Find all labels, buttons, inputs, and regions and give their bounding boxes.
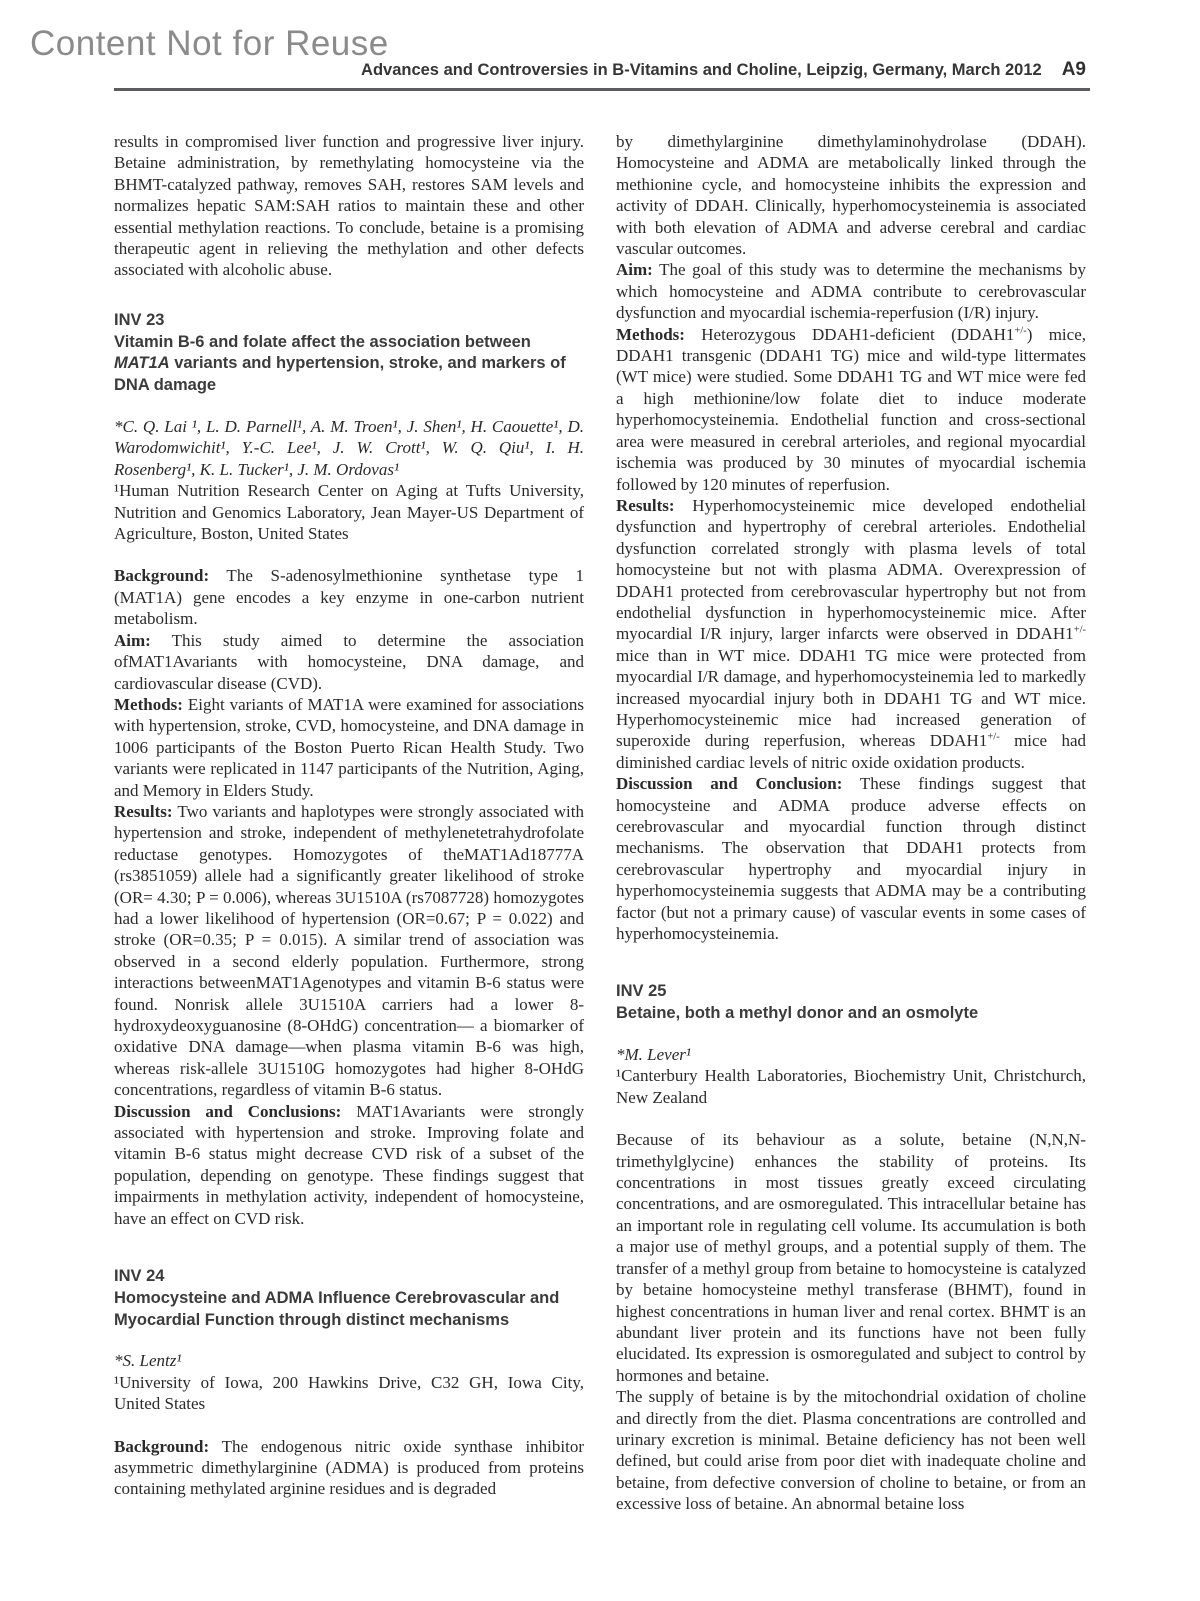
body-paragraph: The supply of betaine is by the mitochondrial oxidation of choline and directly from the diet. Plasma concentrations are controlled and urinary excretion is minimal. Betaine deficiency has not been well defined, but could arise from poor diet with inadequate choline and betaine, from defective conversion of choline to betaine, or from an excessive loss of betaine. An abnormal betaine loss — [616, 1387, 1086, 1514]
methods-paragraph: Methods: Eight variants of MAT1A were examined for associations with hypertension, stroke, CVD, homocysteine, and DNA damage in 1006 participants of the Boston Puerto Rican Health Study. Two variants were replicated in 1147 participants of the Nutrition, Aging, and Memory in Elders Study. — [114, 694, 584, 800]
discussion-paragraph: Discussion and Conclusions: MAT1Avariants were strongly associated with hypertension and stroke. Improving folate and vitamin B-6 status might decrease CVD risk of a subset of the population, depending on genotype. These findings suggest that impairments in methylation activity, independent of homocysteine, have an effect on CVD risk. — [114, 1101, 584, 1228]
continuation-paragraph: results in compromised liver function and progressive liver injury. Betaine administration, by remethylating homocysteine via the BHMT-catalyzed pathway, removes SAH, restores SAM levels and normalizes hepatic SAM:SAH ratios to maintain these and other essential methylation reactions. To conclude, betaine is a promising therapeutic agent in relieving the methylation and other defects associated with alcoholic abuse. — [114, 132, 584, 280]
title-text: Vitamin B-6 and folate affect the association between — [114, 332, 531, 351]
results-paragraph: Results: Two variants and haplotypes were strongly associated with hypertension and stroke, independent of methylenetetrahydrofolate reductase genotypes. Homozygotes of theMAT1Ad18777A (rs3851059) allele had a significantly greater likelihood of stroke (OR= 4.30; P = 0.006), whereas 3U1510A (rs7087728) homozygotes had a lower likelihood of hypertension (OR=0.67; P = 0.022) and stroke (OR=0.35; P = 0.015). A similar trend of association was observed in a second elderly population. Furthermore, strong interactions betweenMAT1Agenotypes and vitamin B-6 status were found. Nonrisk allele 3U1510A carriers had a lower 8-hydroxydeoxyguanosine (8-OHdG) concentration— a biomarker of oxidative DNA damage—when plasma vitamin B-6 was high, whereas risk-allele 3U1510G homozygotes had higher 8-OHdG concentrations, regardless of vitamin B-6 status. — [114, 801, 584, 1100]
abstract-id: INV 23 — [114, 310, 165, 329]
title-text: variants and hypertension, stroke, and markers of DNA damage — [114, 354, 566, 395]
section-label: Aim: — [616, 260, 653, 280]
results-paragraph: Results: Hyperhomocysteinemic mice developed endothelial dysfunction and hypertrophy of cerebral arterioles. Endothelial dysfunction correlated strongly with plasma levels of total homocysteine but not with plasma ADMA. Overexpression of DDAH1 protected from cerebrovascular hypertrophy but not from endothelial dysfunction in hyperhomocysteinemic mice. After myocardial I/R injury, larger infarcts were observed in DDAH1+/- mice than in WT mice. DDAH1 TG mice were protected from myocardial I/R damage, and hyperhomocysteinemia led to markedly increased myocardial injury both in DDAH1 TG and WT mice. Hyperhomocysteinemic mice had increased generation of superoxide during reperfusion, whereas DDAH1+/- mice had diminished cardiac levels of nitric oxide oxidation products. — [616, 495, 1086, 772]
genotype-superscript: +/- — [1073, 624, 1086, 636]
section-label: Background: — [114, 1436, 210, 1456]
authors-line: *C. Q. Lai ¹, L. D. Parnell¹, A. M. Troen¹, J. Shen¹, H. Caouette¹, D. Warodomwichit¹, Y.-C. Lee¹, J. W. Crott¹, W. Q. Qiu¹, I. H. Rosenberg¹, K. L. Tucker¹, J. M. Ordovas¹ — [114, 417, 584, 479]
abstract-body — [616, 1129, 1086, 1514]
aim-paragraph: Aim: This study aimed to determine the association ofMAT1Avariants with homocysteine, DNA damage, and cardiovascular disease (CVD). — [114, 630, 584, 693]
section-label: Results: — [114, 801, 173, 821]
abstract-inv24 — [114, 1266, 584, 1500]
continuation-paragraph: by dimethylarginine dimethylaminohydrolase (DDAH). Homocysteine and ADMA are metabolically linked through the methionine cycle, and homocysteine inhibits the expression and activity of DDAH. Clinically, hyperhomocysteinemia is associated with both elevation of ADMA and adverse cerebral and cardiac vascular outcomes. — [616, 132, 1086, 259]
section-label: Aim: — [114, 630, 151, 650]
abstract-inv25 — [616, 981, 1086, 1514]
authors-line: *S. Lentz¹ — [114, 1351, 182, 1371]
watermark: Content Not for Reuse — [30, 24, 389, 63]
authors-line: *M. Lever¹ — [616, 1045, 691, 1065]
abstract-title: Betaine, both a methyl donor and an osmolyte — [616, 1004, 979, 1023]
header-rule — [114, 88, 1090, 91]
abstract-inv23 — [114, 310, 584, 1229]
two-column-body — [114, 131, 1086, 1515]
background-paragraph: Background: The S-adenosylmethionine synthetase type 1 (MAT1A) gene encodes a key enzyme in one-carbon nutrient metabolism. — [114, 566, 584, 629]
abstract-sections — [114, 565, 584, 1229]
section-label: Methods: — [616, 324, 685, 344]
affiliation-line: ¹University of Iowa, 200 Hawkins Drive, C32 GH, Iowa City, United States — [114, 1372, 584, 1414]
section-label: Discussion and Conclusions: — [114, 1101, 342, 1121]
abstract-title: Homocysteine and ADMA Influence Cerebrovascular and Myocardial Function through distinct mechanisms — [114, 1288, 560, 1329]
left-column — [114, 131, 584, 1515]
background-paragraph: Background: The endogenous nitric oxide synthase inhibitor asymmetric dimethylarginine (ADMA) is produced from proteins containing methylated arginine residues and is degraded — [114, 1436, 584, 1499]
affiliation-line: ¹Human Nutrition Research Center on Aging at Tufts University, Nutrition and Genomics Laboratory, Jean Mayer-US Department of Agriculture, Boston, United States — [114, 481, 584, 544]
gene-symbol: MAT1A — [114, 354, 170, 373]
section-label: Discussion and Conclusion: — [616, 774, 843, 794]
affiliation-line: ¹Canterbury Health Laboratories, Biochemistry Unit, Christchurch, New Zealand — [616, 1066, 1086, 1107]
page-header — [361, 59, 1086, 81]
genotype-superscript: +/- — [1014, 325, 1027, 336]
discussion-paragraph: Discussion and Conclusion: These findings suggest that homocysteine and ADMA produce adverse effects on cerebrovascular and myocardial function through distinct mechanisms. The observation that DDAH1 protects from cerebrovascular hypertrophy and myocardial injury in hyperhomocysteinemia suggests that ADMA may be a contributing factor (but not a primary cause) of vascular events in some cases of hyperhomocysteinemia. — [616, 774, 1087, 944]
section-label: Background: — [114, 566, 210, 586]
methods-paragraph: Methods: Heterozygous DDAH1-deficient (DDAH1+/-) mice, DDAH1 transgenic (DDAH1 TG) mice and wild-type littermates (WT mice) were studied. Some DDAH1 TG and WT mice were fed a high methionine/low folate diet to induce moderate hyperhomocysteinemia. Endothelial function and cross-sectional area were measured in cerebral arterioles, and regional myocardial ischemia was produced by 30 minutes of myocardial ischemia followed by 120 minutes of reperfusion. — [616, 324, 1086, 494]
page-number: A9 — [1061, 59, 1086, 80]
abstract-id: INV 25 — [616, 982, 667, 1001]
section-label: Methods: — [114, 694, 183, 714]
aim-paragraph: Aim: The goal of this study was to determine the mechanisms by which homocysteine and ADMA contribute to cerebrovascular dysfunction and myocardial ischemia-reperfusion (I/R) injury. — [616, 260, 1086, 323]
genotype-superscript: +/- — [987, 731, 1000, 743]
right-column — [616, 131, 1086, 1515]
section-label: Results: — [616, 495, 675, 515]
conference-title: Advances and Controversies in B-Vitamins and Choline, Leipzig, Germany, March 2012 — [361, 61, 1042, 79]
abstract-sections — [114, 1436, 584, 1500]
abstract-id: INV 24 — [114, 1267, 165, 1286]
abstract-title — [114, 332, 584, 397]
body-paragraph: Because of its behaviour as a solute, betaine (N,N,N-trimethylglycine) enhances the stability of proteins. Its concentrations in most tissues greatly exceed circulating concentrations, and are osmoregulated. This intracellular betaine has an important role in regulating cell volume. Its accumulation is both a major use of methyl groups, and a potential supply of them. The transfer of a methyl group from betaine to homocysteine is catalyzed by betaine homocysteine methyl transferase (BHMT), found in highest concentrations in human liver and renal cortex. BHMT is an abundant liver protein and its functions have not been fully elucidated. Its expression is osmoregulated and subject to control by hormones and betaine. — [616, 1130, 1086, 1385]
